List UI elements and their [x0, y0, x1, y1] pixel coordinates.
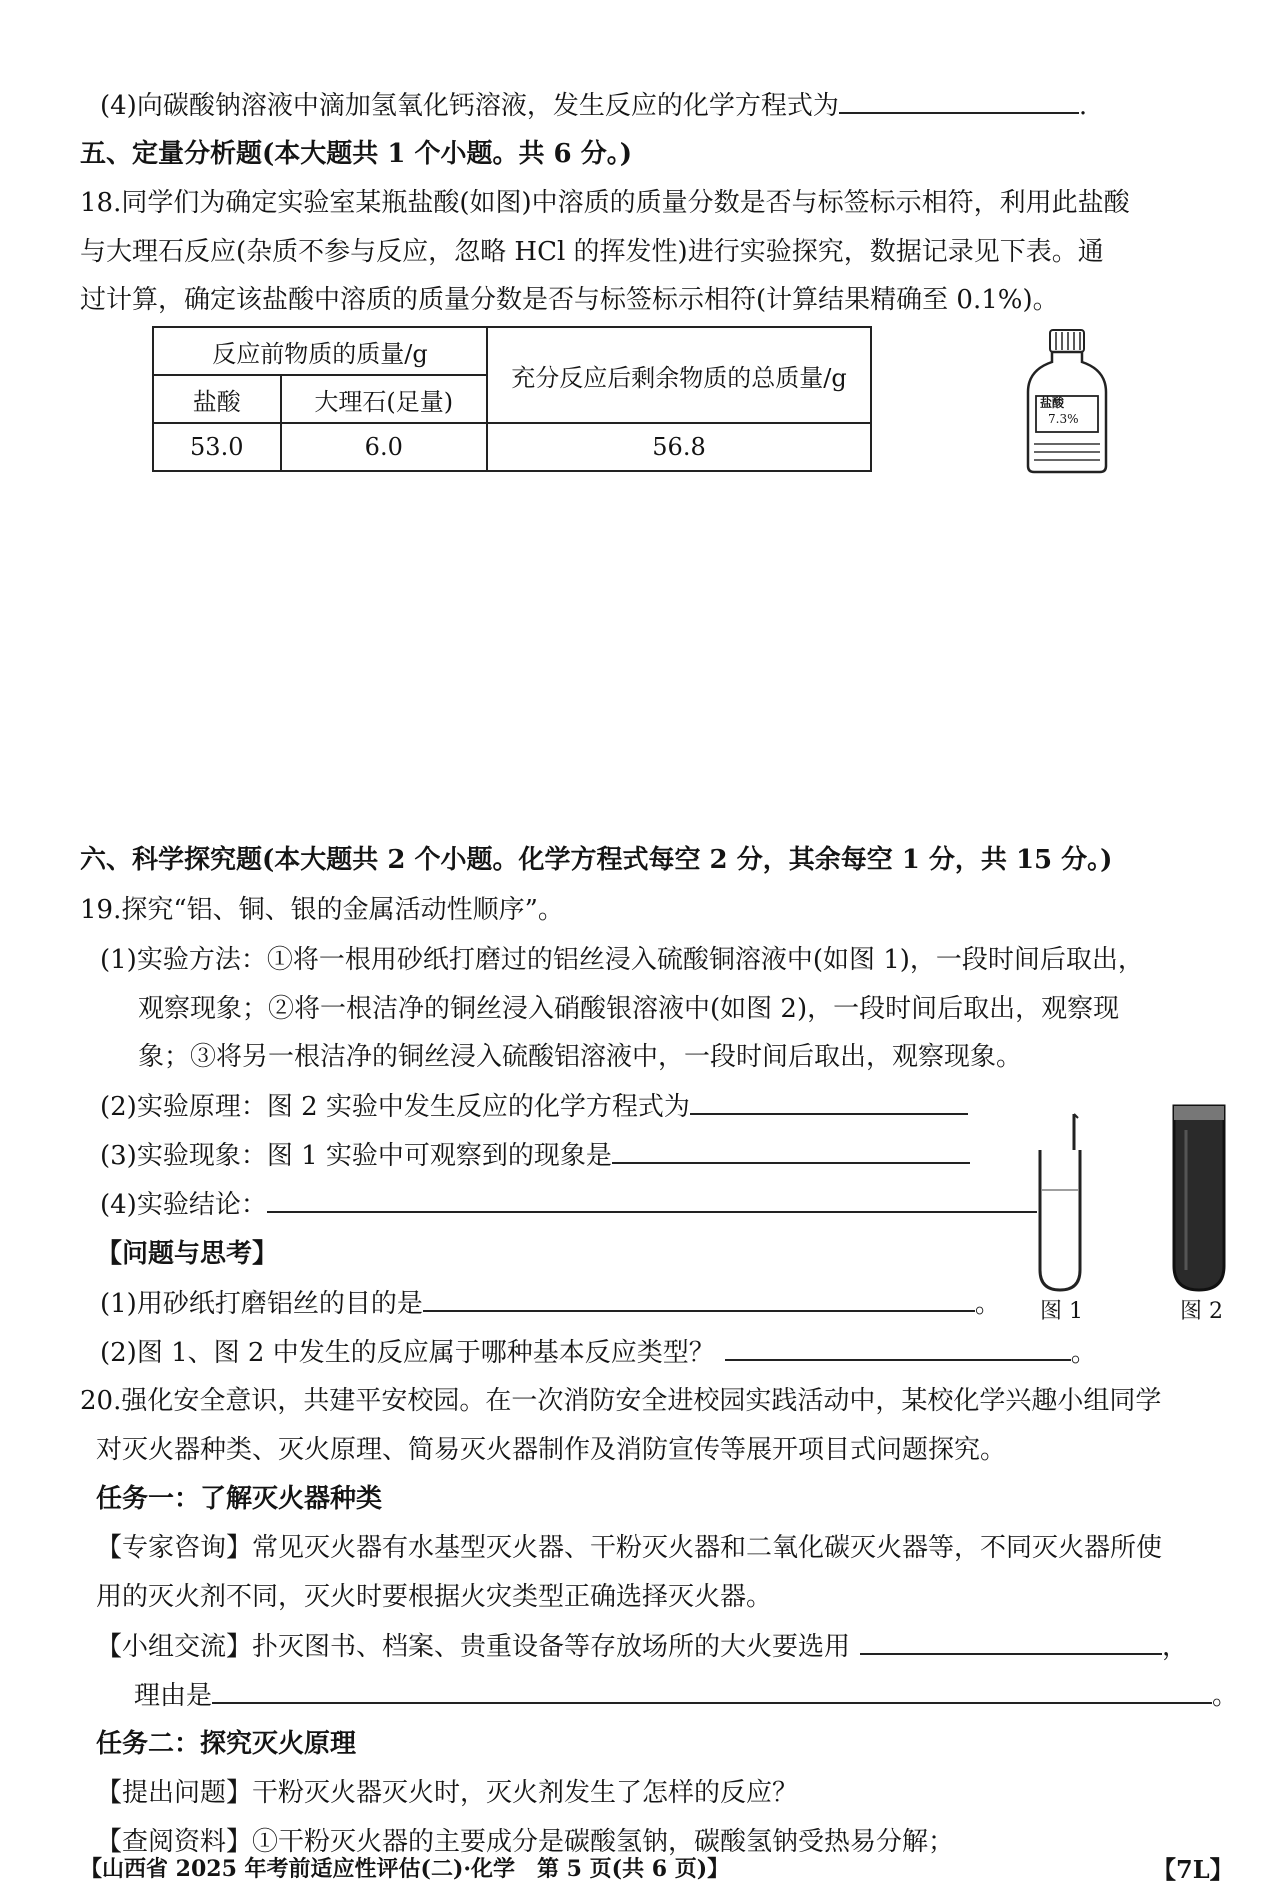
test-tube-figure2-icon — [1166, 1100, 1232, 1296]
q19-think-title: 【问题与思考】 — [96, 1239, 279, 1269]
q20-group-comma: ， — [1162, 1632, 1189, 1662]
q20-line1: 20.强化安全意识，共建平安校园。在一次消防安全进校园实践活动中，某校化学兴趣小组同学 — [80, 1386, 1162, 1416]
header-hydrochloric-acid: 盐酸 — [153, 375, 281, 423]
q19-method-line1: (1)实验方法：①将一根用砂纸打磨过的铝丝浸入硫酸铜溶液中(如图 1)，一段时间后取出， — [100, 945, 1144, 975]
q20-expert-line1: 【专家咨询】常见灭火器有水基型灭火器、干粉灭火器和二氧化碳灭火器等，不同灭火器所使 — [96, 1533, 1163, 1563]
bottle-label-value: 7.3% — [1048, 412, 1079, 426]
footer-exam-info: 【山西省 2025 年考前适应性评估(二)·化学 第 5 页(共 6 页)】 — [80, 1856, 730, 1882]
q17-4-text: (4)向碳酸钠溶液中滴加氢氧化钙溶液，发生反应的化学方程式为 — [100, 91, 839, 121]
q19-think1-line — [100, 1286, 1001, 1321]
section6-title: 六、科学探究题(本大题共 2 个小题。化学方程式每空 2 分，其余每空 1 分，共 15 分。) — [80, 845, 1113, 875]
q19-think1-period: 。 — [974, 1289, 1001, 1319]
q19-think1-text: (1)用砂纸打磨铝丝的目的是 — [100, 1289, 423, 1319]
q20-extinguisher-choice-blank[interactable] — [860, 1629, 1162, 1655]
q18-line3: 过计算，确定该盐酸中溶质的质量分数是否与标签标示相符(计算结果精确至 0.1%)。 — [80, 285, 1059, 315]
q19-think2-blank[interactable] — [725, 1335, 1071, 1361]
q19-principle-blank[interactable] — [690, 1089, 968, 1115]
q18-line1: 18.同学们为确定实验室某瓶盐酸(如图)中溶质的质量分数是否与标签标示相符，利用此盐酸 — [80, 188, 1130, 218]
value-after-reaction: 56.8 — [487, 423, 871, 471]
q19-think2-line — [100, 1335, 1097, 1370]
q19-conclusion-line — [100, 1187, 1037, 1222]
q19-principle-line — [100, 1089, 968, 1124]
q20-expert-line2: 用的灭火剂不同，灭火时要根据火灾类型正确选择灭火器。 — [96, 1582, 773, 1612]
q20-reason-line — [134, 1678, 1238, 1713]
bottle-label-name: 盐酸 — [1040, 396, 1065, 410]
figure2-label: 图 2 — [1180, 1299, 1223, 1324]
q20-task2-title: 任务二：探究灭火原理 — [96, 1729, 357, 1759]
q20-question-line: 【提出问题】干粉灭火器灭火时，灭火剂发生了怎样的反应？ — [96, 1778, 799, 1808]
value-marble: 6.0 — [281, 423, 487, 471]
q20-line2: 对灭火器种类、灭火原理、简易灭火器制作及消防宣传等展开项目式问题探究。 — [96, 1435, 1007, 1465]
header-after-reaction: 充分反应后剩余物质的总质量/g — [487, 327, 871, 423]
header-marble: 大理石(足量) — [281, 375, 487, 423]
q19-phenomenon-line — [100, 1138, 970, 1173]
q19-think1-blank[interactable] — [423, 1286, 975, 1312]
value-hydrochloric-acid: 53.0 — [153, 423, 281, 471]
q17-4-line — [100, 88, 1087, 123]
q20-reason-text: 理由是 — [134, 1681, 213, 1711]
q19-think2-text: (2)图 1、图 2 中发生的反应属于哪种基本反应类型？ — [100, 1338, 715, 1368]
q18-line2: 与大理石反应(杂质不参与反应，忽略 HCl 的挥发性)进行实验探究，数据记录见下表。通 — [80, 237, 1104, 267]
q18-data-table — [152, 326, 872, 472]
test-tube-figure1-icon — [1030, 1110, 1096, 1296]
q19-title: 19.探究“铝、铜、银的金属活动性顺序”。 — [80, 895, 564, 925]
q20-reason-blank[interactable] — [212, 1678, 1212, 1704]
section5-title: 五、定量分析题(本大题共 1 个小题。共 6 分。) — [80, 139, 632, 169]
q19-principle-text: (2)实验原理：图 2 实验中发生反应的化学方程式为 — [100, 1092, 690, 1122]
q20-group-text: 【小组交流】扑灭图书、档案、贵重设备等存放场所的大火要选用 — [96, 1632, 851, 1662]
reagent-bottle-icon — [1022, 326, 1112, 476]
header-before-reaction: 反应前物质的质量/g — [153, 327, 487, 375]
q19-method-line2: 观察现象；②将一根洁净的铜丝浸入硝酸银溶液中(如图 2)，一段时间后取出，观察现 — [138, 994, 1120, 1024]
q19-method-line3: 象；③将另一根洁净的铜丝浸入硫酸铝溶液中，一段时间后取出，观察现象。 — [138, 1042, 1023, 1072]
q20-reason-period: 。 — [1212, 1681, 1239, 1711]
q20-task1-title: 任务一：了解灭火器种类 — [96, 1484, 383, 1514]
q17-4-end: . — [1078, 91, 1088, 121]
figure1-label: 图 1 — [1040, 1299, 1083, 1324]
footer-code: 【7L】 — [1152, 1855, 1234, 1884]
q17-4-answer-blank[interactable] — [839, 88, 1079, 114]
q19-conclusion-blank[interactable] — [267, 1187, 1037, 1213]
q19-phenomenon-text: (3)实验现象：图 1 实验中可观察到的现象是 — [100, 1141, 612, 1171]
q19-phenomenon-blank[interactable] — [612, 1138, 970, 1164]
q20-lookup-line: 【查阅资料】①干粉灭火器的主要成分是碳酸氢钠，碳酸氢钠受热易分解； — [96, 1827, 955, 1857]
q19-conclusion-text: (4)实验结论： — [100, 1190, 267, 1220]
q20-group-line — [96, 1629, 1188, 1664]
q19-think2-period: 。 — [1070, 1338, 1097, 1368]
